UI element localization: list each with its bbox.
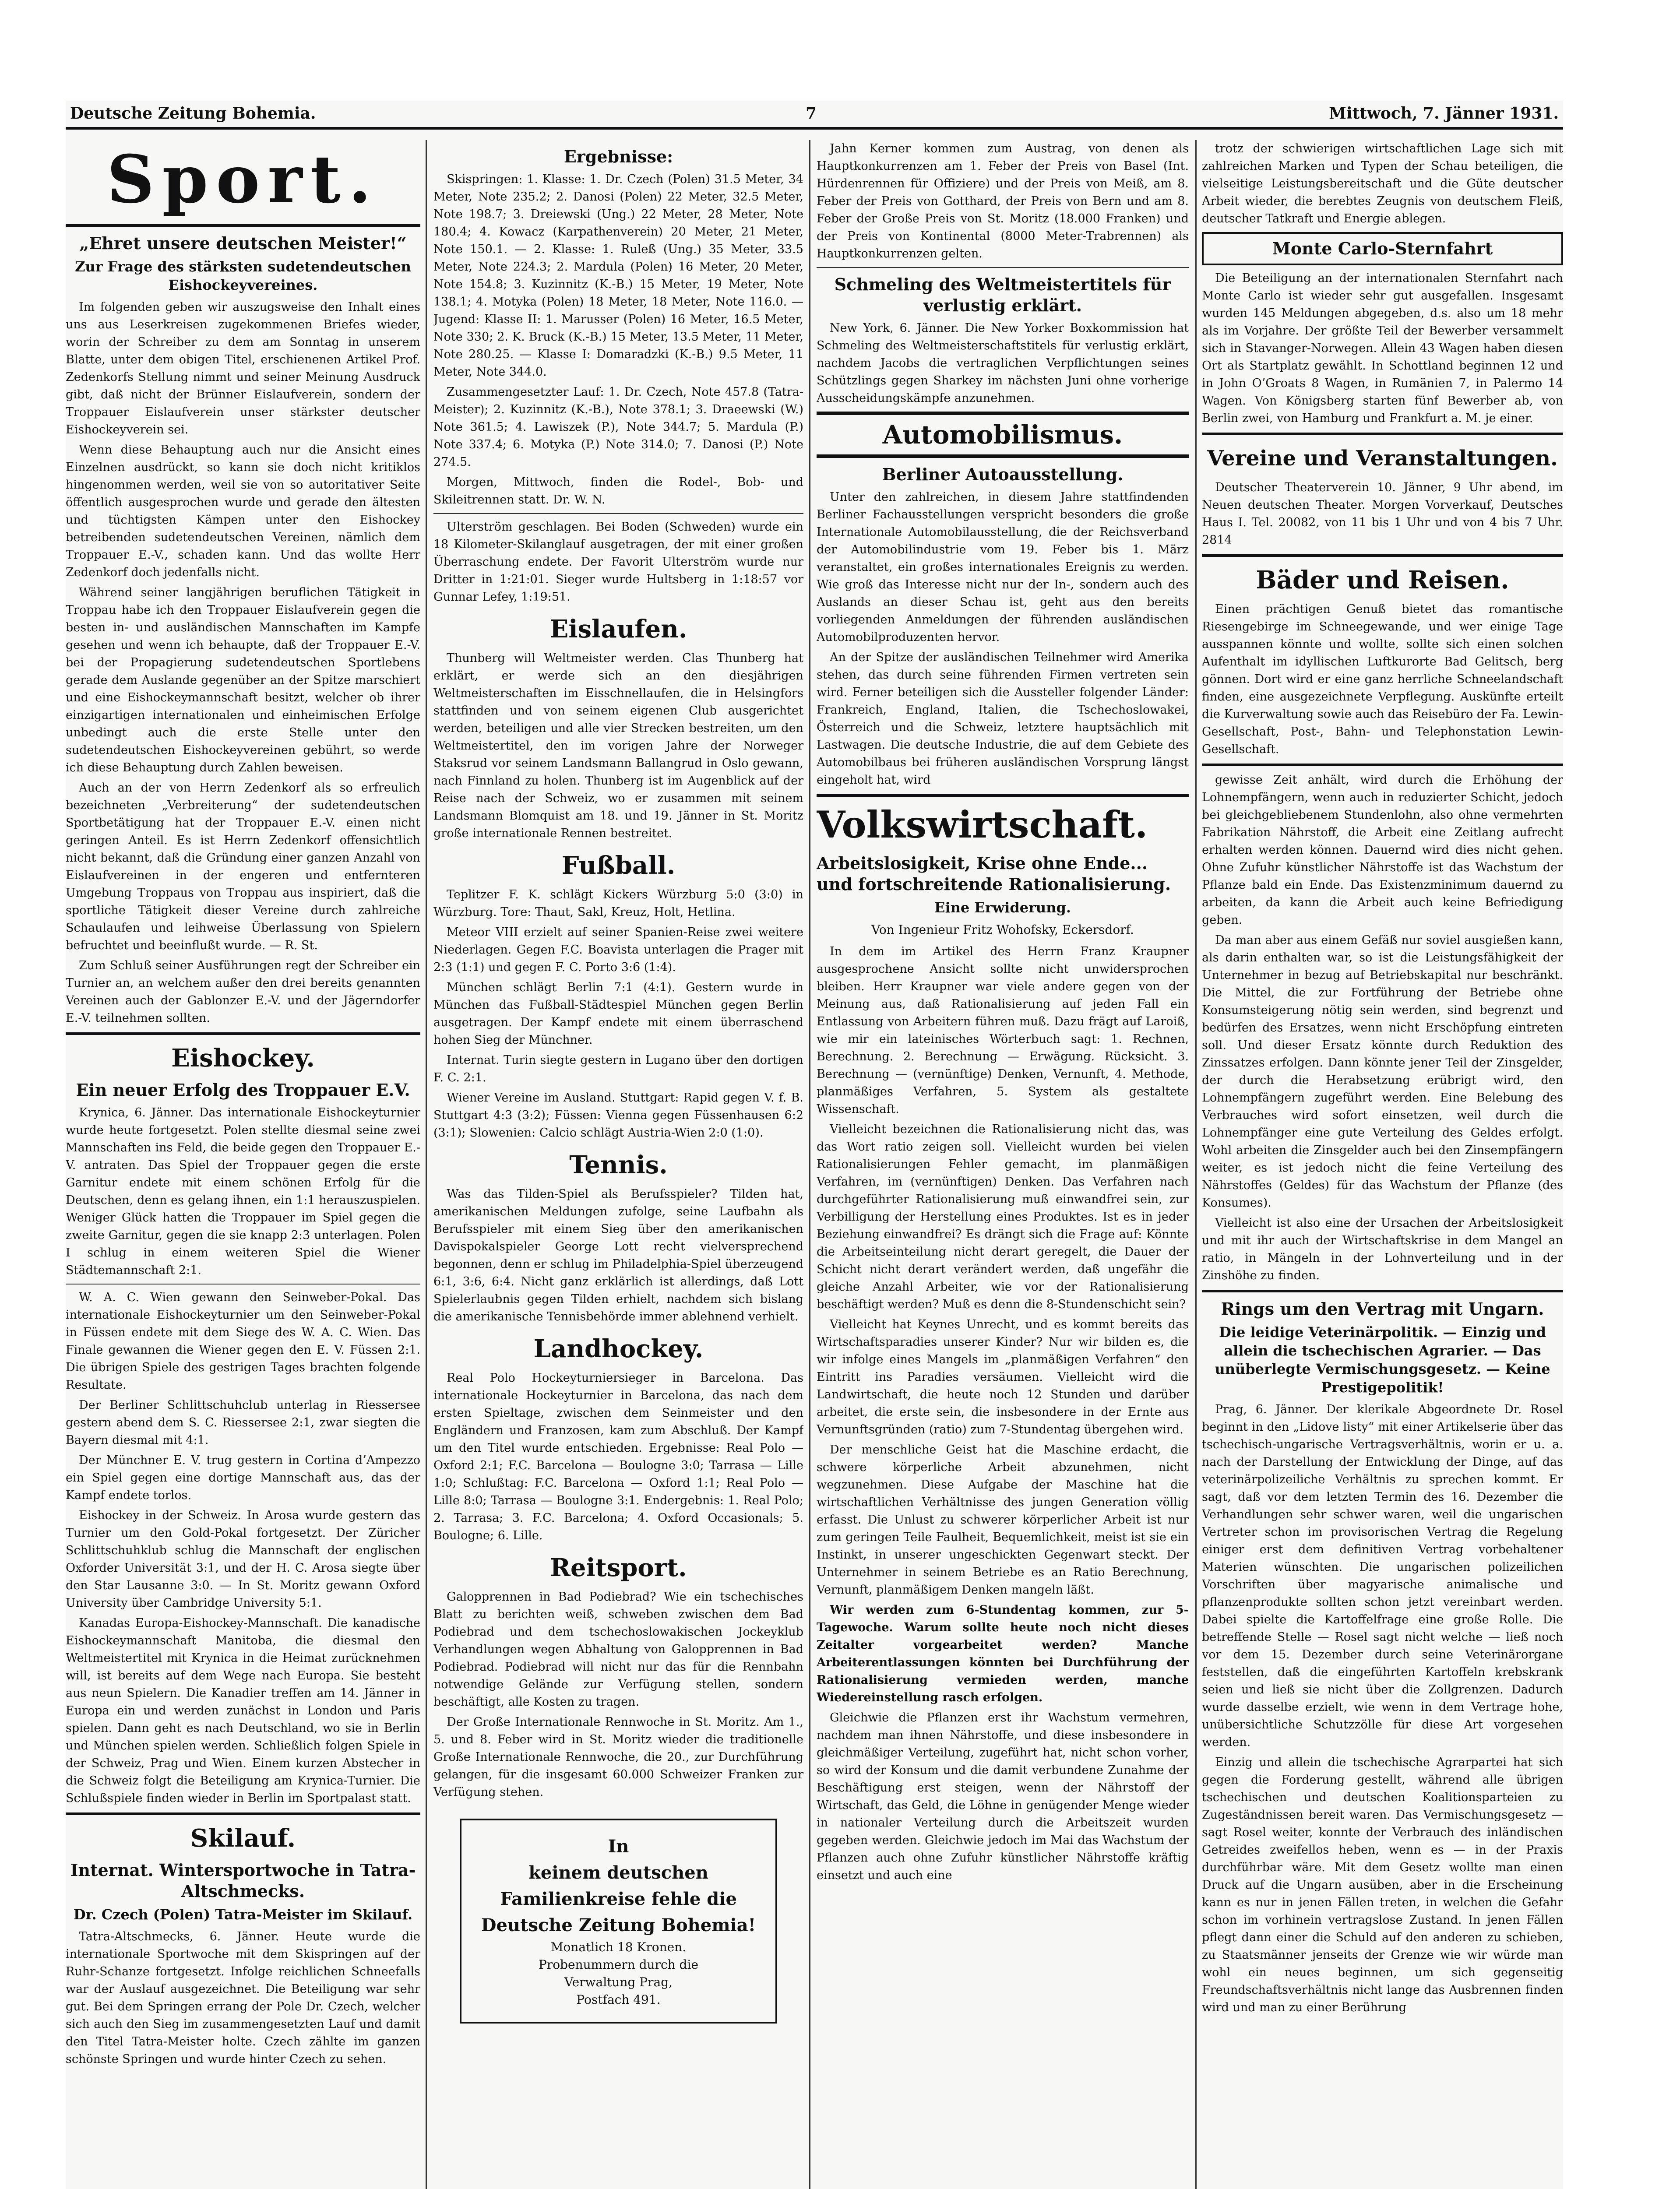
article-paragraph: Vielleicht ist also eine der Ursachen der Arbeitslosigkeit und mit ihr auch der Wirtschaftskrise in dem Mangel an ratio, in Mängeln in der Lohnverteilung und in der Zinshöhe zu finden. bbox=[1202, 1216, 1563, 1282]
article-paragraph: Gleichwie die Pflanzen erst ihr Wachstum vermehren, nachdem man ihnen Nährstoffe, und diese insbesondere in gleichmäßiger Verteilung, zugeführt hat, nicht schon vorher, so wird der Konsum und die damit verbundene Zunahme der Beschäftigung erst steigen, wenn der Nährstoff der Wirtschaft, das Geld, die Löhne in genügender Menge wieder in nationaler Verteilung durch die Arbeitszeit wurden gegeben werden. Gleichwie jedoch im Mai das Wachstum der Pflanzen auch ohne Zufuhr künstlicher Nährstoffe kräftig einsetzt und auch eine bbox=[817, 1711, 1189, 1882]
article-subheadline: Eine Erwiderung. bbox=[934, 899, 1071, 916]
ad-line: Deutsche Zeitung Bohemia! bbox=[481, 1915, 756, 1936]
article-paragraph: München schlägt Berlin 7:1 (4:1). Gestern wurde in München das Fußball-Städtespiel München gegen Berlin ausgetragen. Der Kampf endete mit einem überraschend hohen Sieg der Münchner. bbox=[433, 981, 803, 1047]
article-paragraph: Teplitzer F. K. schlägt Kickers Würzburg 5:0 (3:0) in Würzburg. Tore: Thaut, Sakl, Kreuz, Holt, Hetlina. bbox=[433, 888, 803, 919]
ad-line-small: Verwaltung Prag, bbox=[564, 1975, 673, 1989]
article-subheadline: Zur Frage des stärksten sudetendeutschen Eishockeyvereines. bbox=[75, 258, 411, 293]
column-rule bbox=[809, 140, 810, 2189]
article-paragraph: New York, 6. Jänner. Die New Yorker Boxkommission hat Schmeling des Weltmeisterschaftstitels für verlustig erklärt, nachdem Jacobs die vertraglichen Verpflichtungen seines Schützlings gegen Sharkey im nächsten Juni ohne vorherige Ausscheidungskämpfe anzunehmen. bbox=[817, 321, 1189, 405]
article-headline: Schmeling des Weltmeistertitels für verlustig erklärt. bbox=[834, 275, 1171, 315]
article-paragraph: Galopprennen in Bad Podiebrad? Wie ein tschechisches Blatt zu berichten weiß, schweben zwischen dem Bad Podiebrad und dem tschechoslowakischen Jockeyklub Verhandlungen wegen Abhaltung von Galopprennen in Bad Podiebrad. Podiebrad will nicht nur das für die Rennbahn notwendige Gelände zur Verfügung stellen, sondern beschäftigt, alle Kosten zu tragen. bbox=[433, 1590, 803, 1709]
page-number: 7 bbox=[806, 104, 817, 123]
divider bbox=[433, 513, 803, 514]
article-paragraph: Eishockey in der Schweiz. In Arosa wurde gestern das Turnier um den Gold-Pokal fortgesetzt. Der Züricher Schlittschuhklub schlug die Mannschaft der englischen Oxforder Universität 3:1, und der H. C. Arosa siegte über den Star Lausanne 3:0. — In St. Moritz gewann Oxford University über Cambridge University 5:1. bbox=[66, 1509, 420, 1610]
divider bbox=[1202, 764, 1563, 766]
article-paragraph: Kanadas Europa-Eishockey-Mannschaft. Die kanadische Eishockeymannschaft Manitoba, die diesmal den Weltmeistertitel mit Krynica in die Heimat zurücknehmen will, ist bereits auf dem Wege nach Europa. Sie besteht aus neun Spielern. Die Kanadier treffen am 14. Jänner in Europa ein und werden zunächst in London und Paris spielen. Dann geht es nach Deutschland, wo sie in Berlin und München spielen werden. Schließlich folgen Spiele in der Schweiz, Prag und Wien. Einem kurzen Abstecher in die Schweiz folgt die Beteiligung am Krynica-Turnier. Die Schlußspiele finden wieder in Berlin im Sportpalast statt. bbox=[66, 1616, 420, 1805]
article-paragraph: Prag, 6. Jänner. Der klerikale Abgeordnete Dr. Rosel beginnt in den „Lidove listy“ mit einer Artikelserie über das tschechisch-ungarische Vertragsverhältnis, worin er u. a. nach der Darstellung der Entwicklung der Dinge, auf das veterinärpolizeiliche Verhältnis zu sprechen kommt. Er sagt, daß vor dem letzten Termin des 16. Dezember die Verhandlungen sehr schwer waren, weil die ungarischen Vertreter schon im provisorischen Vertrag die Regelung einiger erst dem definitiven Vertrag vorbehaltener Materien wünschten. Die ungarischen polizeilichen Vorschriften über magyarische animalische und pflanzenprodukte sollten schon jetzt vereinbart werden. Dabei spielte die Kartoffelfrage eine große Rolle. Die betreffende Stelle — Rosel sagt nicht welche — ließ noch vor dem 15. Dezember durch seine Veterinärorgane feststellen, daß die eingeführten Kartoffeln krebskrank seien und ließ sie nicht über die Zollgrenzen. Dadurch wurde dasselbe erzielt, wie wenn in dem Vertrage hohe, unübersichtliche Schutzzölle für diese Art vorgesehen werden. bbox=[1202, 1403, 1563, 1749]
newspaper-page bbox=[66, 101, 1563, 2189]
article-paragraph: Skispringen: 1. Klasse: 1. Dr. Czech (Polen) 31.5 Meter, 34 Meter, Note 235.2; 2. Danosi (Polen) 22 Meter, 32.5 Meter, Note 198.7; 3. Dreiewski (Ung.) 22 Meter, 28 Meter, Note 180.4; 4. Kowacz (Karpathenverein) 20 Meter, 21 Meter, Note 150.1. — 2. Klasse: 1. Ruleß (Ung.) 35 Meter, 33.5 Meter, Note 224.3; 2. Mardula (Polen) 16 Meter, 20 Meter, Note 154.8; 3. Kuzinnitz (K.-B.) 15 Meter, 19 Meter, Note 138.1; 4. Motyka (Polen) 18 Meter, 18 Meter, Note 116.0. — Jugend: Klasse II: 1. Marusser (Polen) 16 Meter, 16.5 Meter, Note 330; 2. K. Bruck (K.-B.) 15 Meter, 13.5 Meter, 11 Meter, Note 280.25. — Klasse I: Domaradzki (K.-B.) 9.5 Meter, 11 Meter, Note 344.0. bbox=[433, 172, 803, 379]
article-paragraph: Was das Tilden-Spiel als Berufsspieler? Tilden hat, amerikanischen Meldungen zufolge, seine Laufbahn als Berufsspieler mit einem Sieg über den amerikanischen Davispokalspieler George Lott recht vielversprechend begonnen, denn er schlug im Philadelphia-Spiel überzeugend 6:1, 3:6, 6:4. Nicht ganz erklärlich ist allerdings, daß Lott Spielerlaubnis gegen Tilden erhielt, nachdem sich bislang die amerikanische Tennisbehörde immer ablehnend verhielt. bbox=[433, 1187, 803, 1323]
article-headline: Arbeitslosigkeit, Krise ohne Ende... und fortschreitende Rationalisierung. bbox=[817, 853, 1171, 894]
article-paragraph: Real Polo Hockeyturniersieger in Barcelona. Das internationale Hockeyturnier in Barcelona, das nach dem ersten Spieltage, zwischen dem Seinmeister und den Engländern und Franzosen, kam zum Abschluß. Der Kampf um den Titel wurde entschieden. Ergebnisse: Real Polo — Oxford 2:1; F.C. Barcelona — Boulogne 3:0; Tarrasa — Lille 1:0; Schlußtag: F.C. Barcelona — Oxford 1:1; Real Polo — Lille 8:0; Tarrasa — Boulogne 3:1. Endergebnis: 1. Real Polo; 2. Tarrasa; 3. F.C. Barcelona; 4. Oxford Occasionals; 5. Boulogne; 6. Lille. bbox=[433, 1371, 803, 1542]
article-paragraph: Einzig und allein die tschechische Agrarpartei hat sich gegen die Forderung gestellt, während alle übrigen tschechischen und deutschen Koalitionsparteien zu Zugeständnissen bereit waren. Das Vermischungsgesetz — sagt Rosel weiter, konnte der Verbrauch des inländischen Getreides zweifellos heben, wenn es — in der Praxis durchführbar wäre. Mit dem Gesetz wollte man einen Druck auf die Ungarn ausüben, aber in die Erscheinung kann es nur in jenen Fällen treten, in welchen die Gefahr schon im vorhinein vertragslose Zustand. In jenen Fällen pflegt dann einer die Schuld auf den anderen zu schieben, zu Staatsmänner jenseits der Grenze wie wir würde man wohl ein neues beginnen, um sich gegenseitig Freundschaftsverhältnis nicht lange das Ausbrennen finden wird und man zu einer Berührung bbox=[1202, 1756, 1563, 2014]
article-headline: „Ehret unsere deutschen Meister!“ bbox=[79, 233, 407, 253]
section-heading: Tennis. bbox=[569, 1151, 668, 1179]
article-paragraph: Der Münchner E. V. trug gestern in Cortina d’Ampezzo ein Spiel gegen eine dortige Mannschaft aus, das der Kampf endete torlos. bbox=[66, 1453, 420, 1502]
article-paragraph: Vielleicht bezeichnen die Rationalisierung nicht das, was das Wort ratio zeigen soll. Vielleicht wurden bei vielen Rationalisierungen Fehler gemacht, im planmäßigen Verfahren, im (vernünftigen) Denken. Das Verfahren nach durchgeführter Rationalisierung muß einwandfrei sein, zur Verbilligung der Herstellung eines Produktes. Ist es in jeder Beziehung einwandfrei? Es drängt sich die Frage auf: Könnte die Arbeitseinteilung nicht derart geregelt, die Dauer der Schicht nicht derart verändert werden, daß ungefähr die gleiche Anzahl Arbeiter, wie vor der Rationalisierung beschäftigt werden? Muß es denn die 8-Stundenschicht sein? bbox=[817, 1123, 1189, 1311]
article-paragraph: Wiener Vereine im Ausland. Stuttgart: Rapid gegen V. f. B. Stuttgart 4:3 (3:2); Füssen: Vienna gegen Füssenhausen 6:2 (3:1); Slowenien: Calcio schlägt Austria-Wien 2:0 (1:0). bbox=[433, 1091, 803, 1140]
article-subheadline: Dr. Czech (Polen) Tatra-Meister im Skilauf. bbox=[73, 1906, 413, 1923]
divider bbox=[817, 794, 1189, 797]
divider bbox=[66, 1812, 420, 1815]
byline: Von Ingenieur Fritz Wohofsky, Eckersdorf. bbox=[871, 922, 1134, 937]
article-headline: Internat. Wintersportwoche in Tatra-Altschmecks. bbox=[70, 1860, 416, 1901]
article-paragraph: Die Beteiligung an der internationalen Sternfahrt nach Monte Carlo ist wieder sehr gut ausgefallen. Insgesamt wurden 145 Meldungen abgegeben, d.s. also um 18 mehr als im Vorjahre. Der größte Teil der Bewerber versammelt sich in Stavanger-Norwegen. Allein 43 Wagen haben diesen Ort als Startplatz gewählt. In Schottland beginnen 12 und in John O’Groats 8 Wagen, in Rumänien 7, in Palermo 14 Wagen. Von Königsberg starten fünf Bewerber ab, von Berlin zwei, von Hamburg und Frankfurt a. M. je einer. bbox=[1202, 271, 1563, 425]
column-1 bbox=[66, 140, 420, 2189]
divider bbox=[66, 1284, 420, 1285]
results-heading: Ergebnisse: bbox=[564, 147, 673, 166]
section-heading: Vereine und Veranstaltungen. bbox=[1207, 446, 1558, 471]
article-subheadline: Die leidige Veterinärpolitik. — Einzig und allein die tschechischen Agrarier. — Das unüberlegte Vermischungsgesetz. — Keine Prestigepolitik! bbox=[1215, 1324, 1550, 1396]
article-paragraph: Der Berliner Schlittschuhclub unterlag in Riessersee gestern abend dem S. C. Riessersee 2:1, zwar siegten die Bayern diesmal mit 4:1. bbox=[66, 1398, 420, 1447]
date-line: Mittwoch, 7. Jänner 1931. bbox=[1329, 104, 1559, 123]
article-paragraph: Deutscher Theaterverein 10. Jänner, 9 Uhr abend, im Neuen deutschen Theater. Morgen Vorverkauf, Deutsches Haus I. Tel. 20082, von 11 bis 1 Uhr und von 4 bis 7 Uhr. 2814 bbox=[1202, 481, 1563, 547]
article-paragraph: Auch an der von Herrn Zedenkorf als so erfreulich bezeichneten „Verbreiterung“ der sudetendeutschen Sportbetätigung hat der Troppauer E.-V. einen nicht geringen Anteil. Es ist Herrn Zedenkorf offensichtlich nicht bekannt, daß die Gründung einer ganzen Anzahl von Eislaufvereinen in der engeren und entfernteren Umgebung Troppaus von Troppau aus inspiriert, daß die sportliche Tätigkeit dieser Vereine durch zahlreiche Schaulaufen und leihweise Überlassung von Spielern befruchtet und beeinflußt wurde. — R. St. bbox=[66, 781, 420, 952]
ad-line: keinem deutschen bbox=[528, 1862, 708, 1883]
section-heading: Bäder und Reisen. bbox=[1256, 566, 1509, 595]
article-headline: Rings um den Vertrag mit Ungarn. bbox=[1221, 1299, 1544, 1319]
article-paragraph: Da man aber aus einem Gefäß nur soviel ausgießen kann, als darin enthalten war, so ist die Leistungsfähigkeit der Unternehmer in bezug auf Betriebskapital nur beschränkt. Die Mittel, die zur Fortführung der Betriebe ohne Konsumsteigerung nötig sein werden, sind begrenzt und bedürfen des Ersatzes, wenn nicht Erschöpfung eintreten soll. Und dieser Ersatz könnte durch Reduktion des Zinssatzes erfolgen. Dann könnte jener Teil der Zinsgelder, der durch die Herabsetzung erübrigt wird, den Lohnempfängern zugeführt werden. Eine Belebung des Verbrauches wird sofort einsetzen, weil durch die Lohnempfänger eine gute Verteilung des Geldes erfolgt. Wohl arbeiten die Zinsgelder auch bei den Zinsempfängern weiter, es ist jedoch nicht die feine Verteilung des Nährstoffes (Geldes) für das Wachstum der Pflanze (des Konsumes). bbox=[1202, 933, 1563, 1210]
article-paragraph: Internat. Turin siegte gestern in Lugano über den dortigen F. C. 2:1. bbox=[433, 1053, 803, 1084]
article-paragraph: Einen prächtigen Genuß bietet das romantische Riesengebirge im Schneegewande, und wer einige Tage ausspannen könnte und wollte, sollte sich einen solchen Aufenthalt im idyllischen Luftkurorte Bad Gelitsch, berg gönnen. Dort wird er eine ganz herrliche Schneelandschaft finden, eine ausgezeichnete Verpflegung. Auskünfte erteilt die Kurverwaltung sowie auch das Reisebüro der Fa. Lewin-Gesellschaft, Post-, Bahn- und Telephonstation Lewin-Gesellschaft. bbox=[1202, 602, 1563, 756]
article-paragraph: gewisse Zeit anhält, wird durch die Erhöhung der Lohnempfängern, wenn auch in reduzierter Schicht, jedoch bei gleichgebliebenem Stundenlohn, also ohne vermehrten Fabrikation Nährstoff, die Arbeit eine Zeitlang aufrecht erhalten werden können. Dauernd wird dies nicht gehen. Ohne Zufuhr künstlicher Nährstoffe ist das Wachstum der Pflanze bald ein Ende. Das Existenzminimum dauernd zu arbeiten, da kann die Arbeit auch keine Befriedigung geben. bbox=[1202, 773, 1563, 927]
article-paragraph: Meteor VIII erzielt auf seiner Spanien-Reise zwei weitere Niederlagen. Gegen F.C. Boavista unterlagen die Prager mit 2:3 (1:1) und gegen F. C. Porto 3:6 (1:4). bbox=[433, 926, 803, 974]
section-heading: Skilauf. bbox=[190, 1824, 296, 1853]
article-paragraph: Der menschliche Geist hat die Maschine erdacht, die schwere körperliche Arbeit abzunehmen, nicht wegzunehmen. Diese Aufgabe der Maschine hat die wirtschaftlichen Verhältnisse des jungen Generation völlig erfasst. Die Unlust zu schwerer körperlicher Arbeit ist nur zum geringen Teile Faulheit, Bequemlichkeit, meist ist sie ein Instinkt, in unserer ungeschickten Gegenwart steckt. Der Unternehmer in seinem Betriebe es an Ratio Berechnung, Vernunft, planmäßigem Denken mangeln läßt. bbox=[817, 1443, 1189, 1597]
ad-line: Familienkreise fehle die bbox=[500, 1889, 737, 1909]
section-banner-automobilismus: Automobilismus. bbox=[817, 412, 1189, 458]
column-2 bbox=[433, 140, 803, 2189]
article-paragraph: Morgen, Mittwoch, finden die Rodel-, Bob- und Skileitrennen statt. Dr. W. N. bbox=[433, 475, 803, 507]
running-head bbox=[66, 101, 1563, 130]
article-paragraph: Unter den zahlreichen, in diesem Jahre stattfindenden Berliner Fachausstellungen verspricht besonders die große Internationale Automobilausstellung, die der Reichsverband der Automobilindustrie vom 19. Feber bis 1. März veranstaltet, ein großes internationales Ereignis zu werden. Wie groß das Interesse nicht nur der In-, sondern auch des Auslands an dieser Schau ist, geht aus den bereits vorliegenden Anmeldungen der führenden ausländischen Automobilproduzenten hervor. bbox=[817, 490, 1189, 644]
article-headline: Ein neuer Erfolg des Troppauer E.V. bbox=[76, 1080, 410, 1100]
section-heading: Eislaufen. bbox=[549, 615, 687, 644]
article-headline: Berliner Autoausstellung. bbox=[882, 465, 1124, 484]
article-paragraph: Während seiner langjährigen beruflichen Tätigkeit in Troppau habe ich den Troppauer Eislaufverein gegen die besten in- und ausländischen Mannschaften im Kampfe gesehen und wenn ich behaupte, daß der Troppauer E.-V. bei der Propagierung sudetendeutschen Sportlebens gerade dem Auslande gegenüber an der Spitze marschiert und eine Eishockeymannschaft besitzt, welcher ob ihrer einzigartigen internationalen und einheimischen Erfolge unbedingt auch die erste Stelle unter den sudetendeutschen Eishockeyvereinen gebührt, so werde ich diese Behauptung durch Zahlen beweisen. bbox=[66, 586, 420, 774]
article-paragraph: Im folgenden geben wir auszugsweise den Inhalt eines uns aus Leserkreisen zugekommenen Briefes wieder, worin der Schreiber zu dem am Sonntag in unserem Blatte, unter dem obigen Titel, erschienenen Artikel Prof. Zedenkorfs Stellung nimmt und seiner Meinung Ausdruck gibt, daß nicht der Brünner Eislaufverein, sondern der Troppauer Eislaufverein unser stärkster deutscher Eishockeyverein sei. bbox=[66, 300, 420, 436]
article-paragraph: Vielleicht hat Keynes Unrecht, und es kommt bereits das Wirtschaftsparadies unserer Kinder? Nur wir bilden es, die wir infolge eines Mangels im „planmäßigen Verfahren“ den Eintritt ins Paradies versäumen. Vielleicht wird die Landwirtschaft, die heute noch 12 Stunden und darüber arbeitet, die erste sein, die insbesondere in der Ernte aus Vernunftsgründen (ratio) zum 7-Stundentag übergehen wird. bbox=[817, 1318, 1189, 1436]
divider bbox=[66, 224, 420, 227]
article-paragraph: Krynica, 6. Jänner. Das internationale Eishockeyturnier wurde heute fortgesetzt. Polen stellte diesmal seine zwei Mannschaften ins Feld, die beide gegen den Troppauer E.-V. antraten. Das Spiel der Troppauer gegen die erste Garnitur endete mit einem schönen Erfolg für die Deutschen, denn es gelang ihnen, ein 1:1 herauszuspielen. Weniger Glück hatten die Troppauer im Spiel gegen die zweite Garnitur, gegen die sie knapp 2:3 unterlagen. Polen I schlug in einem weiteren Spiel die Wiener Städtemannschaft 2:1. bbox=[66, 1106, 420, 1277]
article-paragraph: Ulterström geschlagen. Bei Boden (Schweden) wurde ein 18 Kilometer-Skilanglauf ausgetragen, der mit einer großen Überraschung endete. Der Favorit Ulterström wurde nur Dritter in 1:21:01. Sieger wurde Hultsberg in 1:18:57 vor Gunnar Lefey, 1:19:51. bbox=[433, 520, 803, 604]
section-heading: Reitsport. bbox=[550, 1553, 687, 1582]
article-headline: Monte Carlo-Sternfahrt bbox=[1272, 239, 1493, 258]
divider bbox=[1202, 1290, 1563, 1292]
ad-price: Monatlich 18 Kronen. bbox=[550, 1940, 687, 1954]
ad-line-small: Postfach 491. bbox=[576, 1992, 661, 2007]
article-paragraph: In dem im Artikel des Herrn Franz Kraupner ausgesprochene Ansicht sollte nicht unwidersprochen bleiben. Herr Kraupner war viele andere gegen von der Meinung aus, daß Rationalisierung auf jeden Fall ein Entlassung von Arbeitern führen muß. Dazu frägt auf Laroiß, wie mir ein lateinisches Wörterbuch sagt: 1. Rechnen, Berechnung. 2. Berechnung — Erwägung. Rücksicht. 3. Berechnung — (vernünftige) Denken, Vernunft, 4. Methode, planmäßiges Verfahren, 5. System als gestaltete Wissenschaft. bbox=[817, 945, 1189, 1116]
article-paragraph: An der Spitze der ausländischen Teilnehmer wird Amerika stehen, das durch seine führenden Firmen vertreten sein wird. Ferner beteiligen sich die Aussteller folgender Länder: Frankreich, England, Italien, die Tschechoslowakei, Österreich und die Schweiz, letztere hauptsächlich mit Lastwagen. Die deutsche Industrie, die auf dem Gebiete des Automobilbaus bei früheren ausländischen Vorsprung längst eingeholt hat, wird bbox=[817, 651, 1189, 787]
section-title-sport: Sport. bbox=[107, 141, 379, 218]
article-paragraph: Der Große Internationale Rennwoche in St. Moritz. Am 1., 5. und 8. Feber wird in St. Moritz wieder die traditionelle Große Internationale Rennwoche, die 20., zur Durchführung gelangen, für die insgesamt 60.000 Schweizer Franken zur Verfügung stehen. bbox=[433, 1715, 803, 1799]
section-heading: Fußball. bbox=[561, 851, 676, 880]
divider bbox=[66, 1032, 420, 1035]
article-paragraph: W. A. C. Wien gewann den Seinweber-Pokal. Das internationale Eishockeyturnier um den Seinweber-Pokal in Füssen endete mit dem Siege des W. A. C. Wien. Das Finale gewannen die Wiener gegen den E. V. Füssen 2:1. Die übrigen Spiele des gestrigen Tages brachten folgende Resultate. bbox=[66, 1291, 420, 1392]
section-title-volkswirtschaft: Volkswirtschaft. bbox=[817, 803, 1148, 846]
column-4 bbox=[1202, 140, 1563, 2189]
divider bbox=[817, 267, 1189, 268]
divider bbox=[1202, 433, 1563, 435]
article-paragraph: Thunberg will Weltmeister werden. Clas Thunberg hat erklärt, er werde sich an den diesjährigen Weltmeisterschaften im Eisschnellaufen, die in Helsingfors stattfinden und von seinem eigenen Club ausgerichtet werden, beteiligen und alle vier Strecken bestreiten, um den Weltmeistertitel, den im vorigen Jahre der Norweger Staksrud vor seinem Landsmann Ballangrud in Oslo gewann, nach Finnland zu holen. Thunberg ist im Augenblick auf der Reise nach der Schweiz, wo er zusammen mit seinem Landsmann Blomquist am 18. und 19. Jänner in St. Moritz große internationale Rennen bestreitet. bbox=[433, 651, 803, 840]
boxed-heading bbox=[1202, 232, 1563, 265]
ad-line: In bbox=[608, 1836, 629, 1857]
article-paragraph: Jahn Kerner kommen zum Austrag, von denen als Hauptkonkurrenzen am 1. Feber der Preis von Basel (Int. Hürdenrennen für Offiziere) und der Preis von Meiß, am 8. Feber der Preis von Gotthard, der Preis von Bern und am 8. Feber der Große Preis von St. Moritz (18.000 Franken) und der Preis von Kontinental (8000 Meter-Trabrennen) als Hauptkonkurrenzen gelten. bbox=[817, 142, 1189, 260]
masthead-left: Deutsche Zeitung Bohemia. bbox=[70, 104, 316, 123]
article-paragraph: trotz der schwierigen wirtschaftlichen Lage sich mit zahlreichen Marken und Typen der Schau beteiligen, die vielseitige Leistungsbereitschaft und die Güte deutscher Arbeit wieder, die berebtes Zeugnis von deutschem Fleiß, deutscher Tatkraft und Energie ablegen. bbox=[1202, 142, 1563, 225]
section-heading: Eishockey. bbox=[171, 1044, 315, 1073]
section-heading: Landhockey. bbox=[533, 1334, 704, 1363]
article-paragraph: Zusammengesetzter Lauf: 1. Dr. Czech, Note 457.8 (Tatra-Meister); 2. Kuzinnitz (K.-B.), Note 378.1; 3. Draeewski (W.) Note 361.5; 4. Lawiszek (P.), Note 344.7; 5. Mardula (P.) Note 337.4; 6. Motyka (P.) Note 314.0; 7. Danosi (P.) Note 274.5. bbox=[433, 385, 803, 469]
subscription-ad bbox=[460, 1819, 777, 2024]
ad-line-small: Probenummern durch die bbox=[538, 1957, 699, 1972]
article-paragraph: Tatra-Altschmecks, 6. Jänner. Heute wurde die internationale Sportwoche mit dem Skispringen auf der Ruhr-Schanze fortgesetzt. Infolge reichlichen Schneefalls war der Auslauf ausgezeichnet. Die Beteiligung war sehr gut. Bei dem Springen errang der Pole Dr. Czech, welcher sich auch den Sieg im zusammengesetzten Lauf und damit den Titel Tatra-Meister holte. Czech zählte im ganzen schönste Springen und wurde hinter Czech zu sehen. bbox=[66, 1930, 420, 2066]
column-3 bbox=[817, 140, 1189, 2189]
article-paragraph: Zum Schluß seiner Ausführungen regt der Schreiber ein Turnier an, an welchem außer den drei bereits genannten Vereinen auch der Gablonzer E.-V. und der Jägerndorfer E.-V. teilnehmen sollten. bbox=[66, 959, 420, 1025]
divider bbox=[1202, 554, 1563, 557]
article-paragraph: Wenn diese Behauptung auch nur die Ansicht eines Einzelnen ausdrückt, so kann sie doch nicht kritiklos hingenommen werden, weil sie von so autoritativer Seite öffentlich ausgesprochen wurde und gerade den ältesten und tüchtigsten Kämpen unter den Eishockey betreibenden sudetendeutschen Vereinen, nämlich dem Troppauer E.-V., schaden kann. Und das wollte Herr Zedenkorf doch jedenfalls nicht. bbox=[66, 443, 420, 579]
article-paragraph: Wir werden zum 6-Stundentag kommen, zur 5-Tagewoche. Warum sollte heute noch nicht dieses Zeitalter vorgearbeitet werden? Manche Arbeiterentlassungen könnten bei Durchführung der Rationalisierung vermieden werden, manche Wiedereinstellung rasch erfolgen. bbox=[817, 1603, 1189, 1704]
column-rule bbox=[1195, 140, 1197, 2189]
column-rule bbox=[426, 140, 427, 2189]
